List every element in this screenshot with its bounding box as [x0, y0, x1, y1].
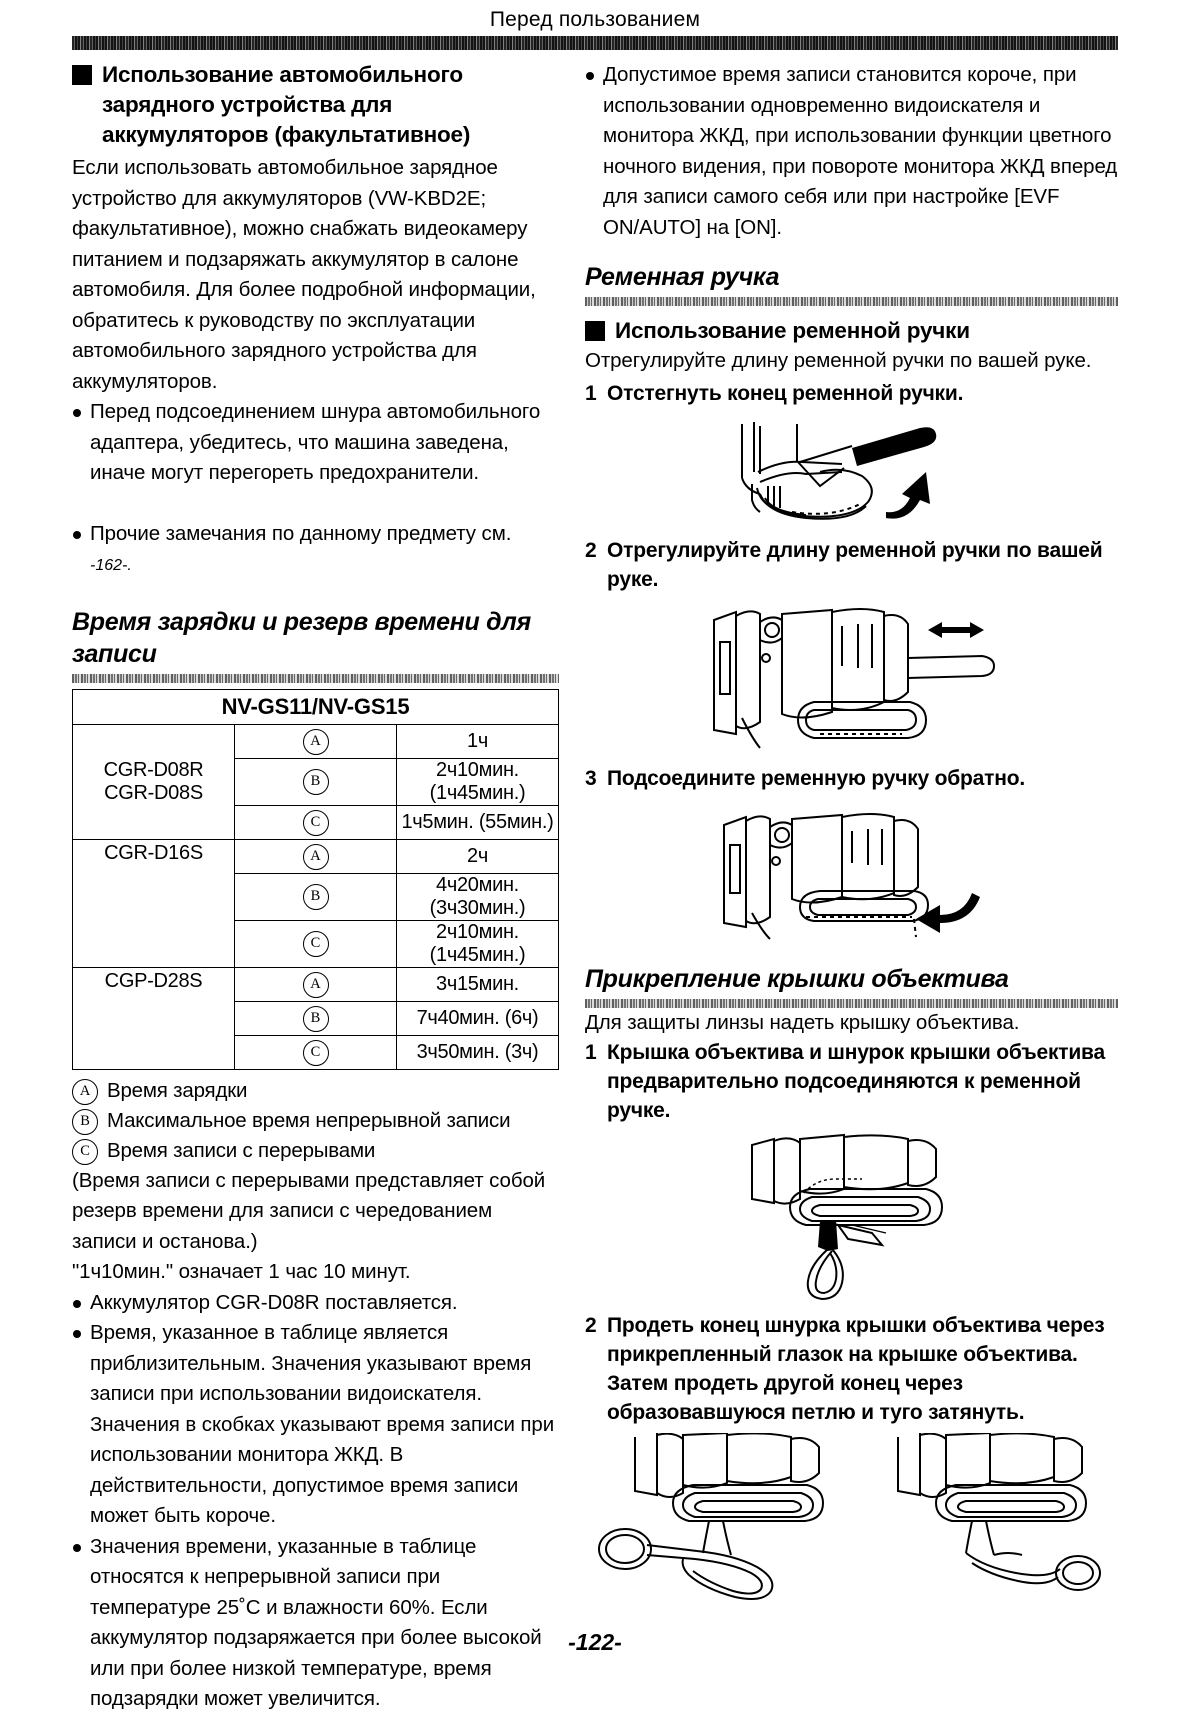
circled-letter-b-icon: B — [303, 884, 329, 910]
battery-model-label: CGR-D08S — [104, 781, 203, 804]
circled-letter-c-icon: C — [303, 810, 329, 836]
strap-reattach-figure — [702, 801, 1002, 941]
step-text: Отстегнуть конец ременной ручки. — [607, 381, 964, 405]
paragraph-car-charger: Если использовать автомобильное зарядное устройство для аккумуляторов (VW-KBD2E; факультативное), можно снабжать видеокамеру питанием и подзаряжать аккумулятор в салоне автомобиля. Для более подробной информации, обратитесь к руководству по эксплуатации автомобильного зарядного устройства для аккумуляторов. — [72, 156, 536, 393]
circled-letter-c-icon: C — [303, 1040, 329, 1066]
table-legend — [72, 1076, 559, 1166]
ref-cell — [235, 1001, 397, 1035]
bullet-list-recording-time-note — [585, 60, 1118, 243]
legend-item-b — [72, 1106, 559, 1136]
block-heading-using-hand-strap — [585, 316, 1118, 346]
section-divider-rule — [72, 674, 559, 683]
paragraph-lens-cap-intro: Для защиты линзы надеть крышку объектива. — [585, 1010, 1020, 1034]
ref-cell — [235, 839, 397, 873]
value-cell: 2ч — [397, 839, 559, 873]
battery-cell-group-3 — [73, 967, 235, 1069]
lens-cap-thread-figure-right — [868, 1433, 1118, 1608]
left-column — [72, 60, 559, 1715]
ref-cell — [235, 758, 397, 805]
list-item: Аккумулятор CGR-D08R поставляется. — [72, 1288, 559, 1319]
step-text: Подсоедините ременную ручку обратно. — [607, 766, 1025, 790]
value-cell: 1ч — [397, 724, 559, 758]
value-cell: 2ч10мин. (1ч45мин.) — [397, 758, 559, 805]
lens-cap-cord-figure — [712, 1133, 992, 1303]
circled-letter-b-icon: B — [303, 1006, 329, 1032]
header-divider-rule — [72, 36, 1118, 50]
circled-letter-a-icon: A — [72, 1079, 98, 1105]
block-heading-using-hand-strap-label: Использование ременной ручки — [615, 318, 970, 343]
value-cell: 3ч50мин. (3ч) — [397, 1035, 559, 1069]
step-text: Крышка объектива и шнурок крышки объектива предварительно подсоединяются к ременной ручке. — [607, 1041, 1105, 1122]
strap-adjust-figure — [702, 602, 1002, 752]
running-header: Перед пользованием — [489, 8, 701, 31]
step-number: 2 — [585, 538, 597, 562]
strap-unfasten-figure — [702, 416, 1002, 526]
legend-item-c-label: Время записи с перерывами — [107, 1138, 376, 1162]
step-number: 3 — [585, 766, 597, 790]
ref-cell — [235, 1035, 397, 1069]
note-parenthetical: (Время записи с перерывами представляет собой резерв времени для записи с чередованием записи и останова.) — [72, 1168, 546, 1253]
circled-letter-c-icon: C — [303, 931, 329, 957]
value-cell: 3ч15мин. — [397, 967, 559, 1001]
right-column — [585, 60, 1118, 1608]
step-text: Продеть конец шнурка крышки объектива через прикрепленный глазок на крышке объектива. Затем продеть другой конец через образовавшуюся петлю и туго затянуть. — [607, 1314, 1105, 1424]
step-1-unfasten — [585, 379, 1118, 408]
table-header-row — [73, 689, 559, 724]
battery-model-label: CGP-D28S — [104, 969, 203, 992]
section-title-hand-strap: Ременная ручка — [585, 263, 780, 291]
table-row — [73, 967, 559, 1001]
lens-cap-thread-figures — [585, 1433, 1118, 1608]
ref-cell — [235, 805, 397, 839]
step-2-lens-cap-thread — [585, 1311, 1118, 1427]
ref-cell — [235, 967, 397, 1001]
step-number: 2 — [585, 1314, 597, 1337]
legend-item-c — [72, 1136, 559, 1166]
step-number: 1 — [585, 1041, 597, 1064]
list-item — [72, 519, 559, 582]
circled-letter-a-icon: A — [303, 972, 329, 998]
circled-letter-a-icon: A — [303, 844, 329, 870]
circled-letter-c-icon: C — [72, 1139, 98, 1165]
page-reference-period: . — [127, 557, 132, 574]
lens-cap-thread-figure-left — [585, 1433, 835, 1608]
value-cell: 2ч10мин. (1ч45мин.) — [397, 920, 559, 967]
list-item: Значения времени, указанные в таблице относятся к непрерывной записи при температуре 25˚C и влажности 60%. Если аккумулятор подзаряжается при более высокой или при более низкой температуре, время подзарядки может увеличится. — [72, 1532, 559, 1715]
section-divider-rule — [585, 297, 1118, 306]
step-text: Отрегулируйте длину ременной ручки по вашей руке. — [607, 538, 1103, 591]
section-divider-rule — [585, 999, 1118, 1008]
legend-item-a-label: Время зарядки — [107, 1078, 248, 1102]
charging-time-table — [72, 689, 559, 1070]
bullet-list-other-notes — [72, 519, 559, 582]
ref-cell — [235, 920, 397, 967]
battery-model-label: CGR-D16S — [104, 841, 203, 864]
step-1-lens-cap-preattached — [585, 1038, 1118, 1125]
list-item: Допустимое время записи становится короче, при использовании одновременно видоискателя и монитора ЖКД, при использовании функции цветного ночного видения, при повороте монитора ЖКД вперед для записи самого себя или при настройке [EVF ON/AUTO] на [ON]. — [585, 60, 1118, 243]
page-number: -122- — [568, 1629, 622, 1655]
value-cell: 7ч40мин. (6ч) — [397, 1001, 559, 1035]
list-item: Перед подсоединением шнура автомобильного адаптера, убедитесь, что машина заведена, иначе могут перегореть предохранители. — [72, 397, 559, 489]
table-row — [73, 839, 559, 873]
table-row — [73, 724, 559, 758]
list-item: Время, указанное в таблице является приблизительным. Значения указывают время записи при использовании видоискателя. Значения в скобках указывают время записи при использовании монитора ЖКД. В действительности, допустимое время записи может быть короче. — [72, 1318, 559, 1532]
page-reference-link[interactable]: -162- — [90, 557, 128, 574]
value-cell: 1ч5мин. (55мин.) — [397, 805, 559, 839]
ref-cell — [235, 724, 397, 758]
bullet-list-car-charger — [72, 397, 559, 489]
battery-cell-group-2 — [73, 839, 235, 967]
ref-cell — [235, 873, 397, 920]
battery-model-label: CGR-D08R — [103, 758, 204, 781]
black-square-bullet-icon — [585, 321, 605, 341]
battery-cell-group-1 — [73, 724, 235, 839]
note-quote-explanation: "1ч10мин." означает 1 час 10 минут. — [72, 1260, 411, 1283]
step-2-adjust — [585, 536, 1118, 594]
paragraph-hand-strap-intro: Отрегулируйте длину ременной ручки по вашей руке. — [585, 349, 1092, 372]
section-title-charging-time: Время зарядки и резерв времени для записи — [72, 607, 531, 668]
legend-item-b-label: Максимальное время непрерывной записи — [107, 1108, 511, 1132]
step-number: 1 — [585, 381, 597, 405]
black-square-bullet-icon — [72, 65, 92, 85]
block-heading-car-charger-label: Использование автомобильного зарядного устройства для аккумуляторов (факультативное) — [102, 62, 471, 147]
other-notes-text: Прочие замечания по данному предмету см. — [90, 521, 512, 545]
step-3-reattach — [585, 764, 1118, 793]
block-heading-car-charger — [72, 60, 559, 150]
section-title-lens-cap: Прикрепление крышки объектива — [585, 964, 1009, 993]
table-model-header: NV-GS11/NV-GS15 — [73, 689, 559, 724]
circled-letter-a-icon: A — [303, 729, 329, 755]
value-cell: 4ч20мин. (3ч30мин.) — [397, 873, 559, 920]
circled-letter-b-icon: B — [72, 1109, 98, 1135]
legend-item-a — [72, 1076, 559, 1106]
circled-letter-b-icon: B — [303, 769, 329, 795]
